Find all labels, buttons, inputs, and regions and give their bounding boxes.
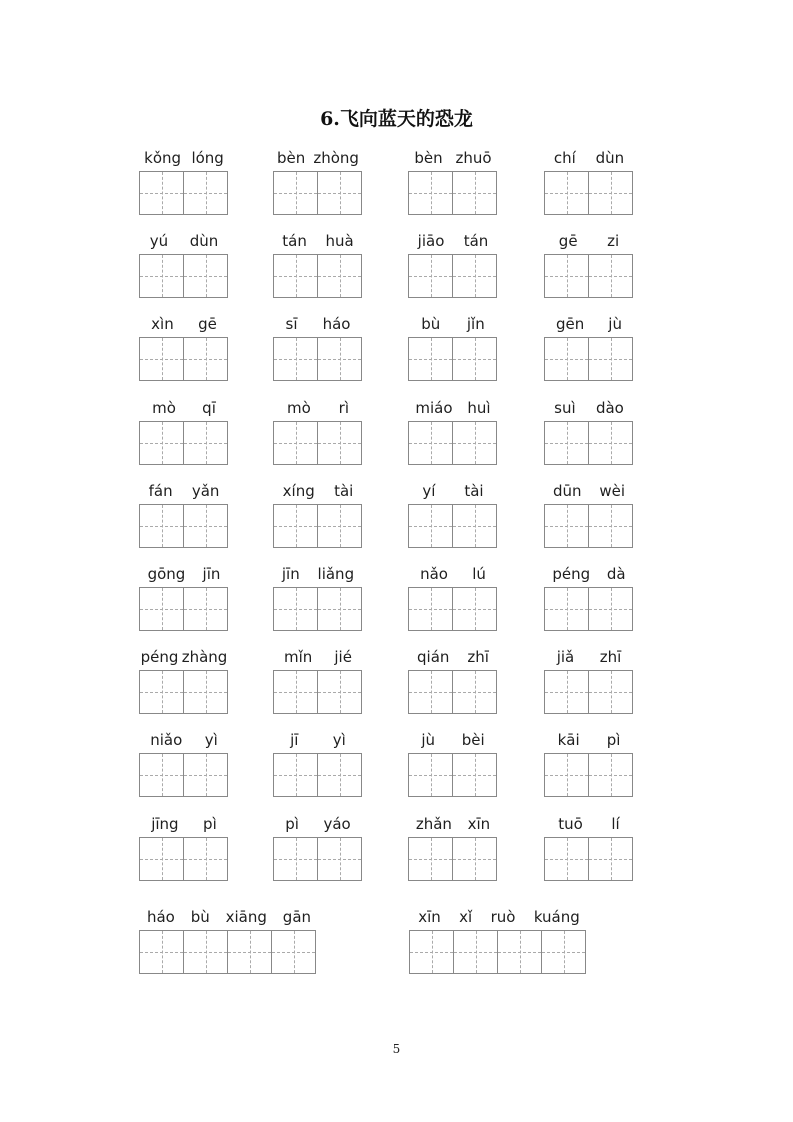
word-item (139, 648, 229, 716)
tianzige-cell[interactable] (140, 504, 184, 548)
pinyin-line (273, 149, 363, 167)
tianzige-cell[interactable] (409, 171, 453, 215)
writing-grid (408, 837, 497, 881)
writing-grid (544, 670, 633, 714)
pinyin-syllable: dùn (595, 149, 625, 167)
pinyin-syllable: wèi (599, 482, 626, 500)
word-item (273, 399, 363, 467)
pinyin-line (408, 648, 498, 666)
tianzige-cell[interactable] (498, 930, 542, 974)
tianzige-cell[interactable] (228, 930, 272, 974)
tianzige-cell[interactable] (140, 254, 184, 298)
pinyin-syllable: yǎn (191, 482, 220, 500)
pinyin-syllable: mò (286, 399, 311, 417)
pinyin-syllable: gē (198, 315, 217, 333)
tianzige-cell[interactable] (453, 504, 497, 548)
word-item (408, 149, 498, 217)
pinyin-syllable: mò (152, 399, 176, 417)
writing-grid (408, 337, 497, 381)
tianzige-cell[interactable] (140, 930, 184, 974)
tianzige-cell[interactable] (140, 670, 184, 714)
writing-grid (273, 504, 362, 548)
pinyin-syllable: tài (334, 482, 354, 500)
pinyin-line (408, 149, 498, 167)
pinyin-line (544, 232, 634, 250)
tianzige-cell[interactable] (409, 837, 453, 881)
writing-grid (139, 837, 228, 881)
tianzige-cell[interactable] (274, 171, 318, 215)
pinyin-syllable: pì (606, 731, 621, 749)
tianzige-cell[interactable] (409, 421, 453, 465)
pinyin-syllable: zhòng (313, 149, 359, 167)
tianzige-cell[interactable] (318, 753, 362, 797)
pinyin-syllable: nǎo (420, 565, 448, 583)
tianzige-cell[interactable] (140, 837, 184, 881)
pinyin-syllable: lí (611, 815, 620, 833)
tianzige-cell[interactable] (274, 254, 318, 298)
word-item (139, 232, 229, 300)
tianzige-cell[interactable] (274, 753, 318, 797)
pinyin-syllable: gēn (556, 315, 585, 333)
pinyin-syllable: sī (285, 315, 298, 333)
writing-grid (273, 421, 362, 465)
word-item (273, 482, 363, 550)
pinyin-syllable: yì (332, 731, 346, 749)
pinyin-syllable: tán (463, 232, 489, 250)
pinyin-syllable: xíng (282, 482, 315, 500)
tianzige-cell[interactable] (409, 587, 453, 631)
pinyin-syllable: péng (140, 648, 179, 666)
word-item (408, 399, 498, 467)
pinyin-line (273, 731, 363, 749)
pinyin-line (408, 232, 498, 250)
tianzige-cell[interactable] (184, 930, 228, 974)
word-item (544, 731, 634, 799)
pinyin-syllable: jǐn (466, 315, 485, 333)
tianzige-cell[interactable] (589, 337, 633, 381)
word-item (544, 565, 634, 633)
tianzige-cell[interactable] (409, 753, 453, 797)
pinyin-syllable: xīn (467, 815, 491, 833)
writing-grid (408, 421, 497, 465)
pinyin-line (544, 482, 634, 500)
writing-grid (139, 930, 316, 974)
pinyin-syllable: pì (285, 815, 299, 833)
pinyin-syllable: tuō (558, 815, 583, 833)
pinyin-line (139, 565, 229, 583)
pinyin-syllable: zi (607, 232, 620, 250)
tianzige-cell[interactable] (545, 587, 589, 631)
tianzige-cell[interactable] (545, 254, 589, 298)
writing-grid (408, 504, 497, 548)
tianzige-cell[interactable] (453, 670, 497, 714)
tianzige-cell[interactable] (589, 254, 633, 298)
writing-grid (139, 171, 228, 215)
word-item (273, 315, 363, 383)
pinyin-line (408, 399, 498, 417)
tianzige-cell[interactable] (318, 504, 362, 548)
pinyin-syllable: xīn (418, 908, 441, 926)
writing-grid (544, 587, 633, 631)
pinyin-syllable: péng (552, 565, 591, 583)
pinyin-line (139, 648, 229, 666)
writing-grid (273, 337, 362, 381)
tianzige-cell[interactable] (453, 254, 497, 298)
tianzige-cell[interactable] (453, 587, 497, 631)
word-item (544, 815, 634, 883)
pinyin-line (544, 315, 634, 333)
tianzige-cell[interactable] (318, 254, 362, 298)
pinyin-line (273, 565, 363, 583)
writing-grid (273, 254, 362, 298)
word-item (273, 648, 363, 716)
page-number: 5 (392, 1042, 401, 1056)
pinyin-syllable: ruò (490, 908, 516, 926)
writing-grid (409, 930, 586, 974)
pinyin-line (273, 648, 363, 666)
tianzige-cell[interactable] (589, 670, 633, 714)
pinyin-line (139, 908, 319, 926)
pinyin-syllable: jié (334, 648, 352, 666)
tianzige-cell[interactable] (274, 421, 318, 465)
tianzige-cell[interactable] (140, 171, 184, 215)
pinyin-syllable: fán (148, 482, 173, 500)
tianzige-cell[interactable] (409, 254, 453, 298)
pinyin-line (139, 399, 229, 417)
word-item (139, 815, 229, 883)
tianzige-cell[interactable] (184, 171, 228, 215)
writing-grid (139, 254, 228, 298)
tianzige-cell[interactable] (272, 930, 316, 974)
writing-grid (408, 587, 497, 631)
writing-grid (544, 254, 633, 298)
tianzige-cell[interactable] (409, 670, 453, 714)
writing-grid (408, 254, 497, 298)
pinyin-syllable: tài (464, 482, 484, 500)
word-item (408, 232, 498, 300)
tianzige-cell[interactable] (545, 421, 589, 465)
tianzige-cell[interactable] (454, 930, 498, 974)
word-item (273, 149, 363, 217)
writing-grid (408, 171, 497, 215)
tianzige-cell[interactable] (318, 171, 362, 215)
pinyin-line (139, 232, 229, 250)
pinyin-syllable: jīn (281, 565, 300, 583)
pinyin-syllable: jiāo (417, 232, 445, 250)
pinyin-line (273, 232, 363, 250)
word-item (408, 648, 498, 716)
tianzige-cell[interactable] (453, 171, 497, 215)
tianzige-cell[interactable] (184, 421, 228, 465)
tianzige-cell[interactable] (318, 837, 362, 881)
pinyin-syllable: háo (146, 908, 175, 926)
pinyin-syllable: jiǎ (556, 648, 575, 666)
pinyin-line (139, 315, 229, 333)
pinyin-syllable: dūn (552, 482, 582, 500)
pinyin-syllable: zhuō (455, 149, 492, 167)
pinyin-syllable: yú (149, 232, 169, 250)
word-item (139, 315, 229, 383)
writing-grid (544, 504, 633, 548)
writing-grid (139, 587, 228, 631)
tianzige-cell[interactable] (318, 421, 362, 465)
pinyin-line (544, 731, 634, 749)
pinyin-syllable: niǎo (150, 731, 183, 749)
writing-grid (139, 670, 228, 714)
word-item (139, 908, 319, 976)
tianzige-cell[interactable] (184, 587, 228, 631)
word-item (139, 565, 229, 633)
pinyin-line (544, 815, 634, 833)
tianzige-cell[interactable] (410, 930, 454, 974)
writing-grid (139, 753, 228, 797)
pinyin-syllable: qī (202, 399, 216, 417)
pinyin-syllable: gē (558, 232, 578, 250)
pinyin-syllable: zhàng (181, 648, 228, 666)
tianzige-cell[interactable] (184, 837, 228, 881)
word-item (273, 565, 363, 633)
tianzige-cell[interactable] (589, 587, 633, 631)
pinyin-syllable: rì (338, 399, 350, 417)
tianzige-cell[interactable] (184, 504, 228, 548)
tianzige-cell[interactable] (274, 670, 318, 714)
writing-grid (273, 753, 362, 797)
pinyin-syllable: háo (322, 315, 351, 333)
pinyin-syllable: jù (421, 731, 436, 749)
word-item (408, 815, 498, 883)
tianzige-cell[interactable] (184, 254, 228, 298)
tianzige-cell[interactable] (453, 337, 497, 381)
writing-grid (273, 837, 362, 881)
word-item (408, 482, 498, 550)
tianzige-cell[interactable] (545, 504, 589, 548)
pinyin-syllable: huì (467, 399, 491, 417)
pinyin-syllable: jīn (202, 565, 221, 583)
tianzige-cell[interactable] (453, 753, 497, 797)
pinyin-syllable: kuáng (533, 908, 580, 926)
pinyin-syllable: bù (190, 908, 210, 926)
pinyin-line (408, 315, 498, 333)
tianzige-cell[interactable] (589, 504, 633, 548)
word-item (544, 315, 634, 383)
pinyin-syllable: dào (595, 399, 624, 417)
writing-grid (139, 421, 228, 465)
pinyin-syllable: lóng (191, 149, 224, 167)
pinyin-syllable: xiāng (225, 908, 267, 926)
pinyin-syllable: yì (204, 731, 218, 749)
word-item (273, 731, 363, 799)
word-item (544, 149, 634, 217)
pinyin-syllable: gōng (147, 565, 186, 583)
pinyin-syllable: bèn (414, 149, 443, 167)
writing-grid (544, 421, 633, 465)
pinyin-syllable: dà (606, 565, 626, 583)
pinyin-line (139, 815, 229, 833)
writing-grid (273, 171, 362, 215)
pinyin-syllable: zhī (467, 648, 489, 666)
pinyin-syllable: huà (325, 232, 354, 250)
tianzige-cell[interactable] (545, 837, 589, 881)
tianzige-cell[interactable] (274, 337, 318, 381)
writing-grid (139, 337, 228, 381)
word-item (139, 399, 229, 467)
tianzige-cell[interactable] (542, 930, 586, 974)
tianzige-cell[interactable] (140, 421, 184, 465)
pinyin-line (139, 482, 229, 500)
pinyin-line (409, 908, 589, 926)
tianzige-cell[interactable] (589, 421, 633, 465)
tianzige-cell[interactable] (453, 421, 497, 465)
tianzige-cell[interactable] (409, 504, 453, 548)
word-item (544, 232, 634, 300)
word-item (544, 399, 634, 467)
writing-grid (544, 837, 633, 881)
writing-grid (544, 753, 633, 797)
pinyin-syllable: miáo (415, 399, 453, 417)
writing-grid (408, 670, 497, 714)
pinyin-syllable: kāi (557, 731, 580, 749)
tianzige-cell[interactable] (140, 753, 184, 797)
pinyin-syllable: pì (203, 815, 217, 833)
writing-grid (273, 587, 362, 631)
word-item (409, 908, 589, 976)
tianzige-cell[interactable] (589, 837, 633, 881)
word-item (544, 482, 634, 550)
pinyin-syllable: tán (282, 232, 307, 250)
pinyin-syllable: yáo (323, 815, 351, 833)
writing-grid (139, 504, 228, 548)
word-item (139, 731, 229, 799)
word-item (139, 149, 229, 217)
pinyin-syllable: yí (422, 482, 436, 500)
pinyin-syllable: liǎng (317, 565, 355, 583)
pinyin-syllable: kǒng (144, 149, 182, 167)
tianzige-cell[interactable] (545, 171, 589, 215)
pinyin-line (544, 399, 634, 417)
pinyin-line (408, 565, 498, 583)
tianzige-cell[interactable] (589, 753, 633, 797)
writing-grid (273, 670, 362, 714)
pinyin-line (273, 315, 363, 333)
pinyin-line (408, 482, 498, 500)
word-item (139, 482, 229, 550)
pinyin-line (139, 731, 229, 749)
tianzige-cell[interactable] (184, 337, 228, 381)
pinyin-line (139, 149, 229, 167)
word-item (408, 315, 498, 383)
pinyin-syllable: zhī (599, 648, 622, 666)
writing-grid (544, 171, 633, 215)
pinyin-line (544, 565, 634, 583)
tianzige-cell[interactable] (140, 587, 184, 631)
tianzige-cell[interactable] (318, 587, 362, 631)
tianzige-cell[interactable] (409, 337, 453, 381)
pinyin-syllable: bèn (277, 149, 306, 167)
pinyin-syllable: mǐn (284, 648, 313, 666)
tianzige-cell[interactable] (545, 753, 589, 797)
pinyin-line (273, 399, 363, 417)
pinyin-line (408, 815, 498, 833)
pinyin-syllable: zhǎn (415, 815, 452, 833)
pinyin-line (408, 731, 498, 749)
tianzige-cell[interactable] (545, 337, 589, 381)
pinyin-syllable: jù (608, 315, 622, 333)
tianzige-cell[interactable] (318, 670, 362, 714)
pinyin-line (544, 648, 634, 666)
tianzige-cell[interactable] (184, 670, 228, 714)
pinyin-syllable: xìn (151, 315, 174, 333)
tianzige-cell[interactable] (140, 337, 184, 381)
pinyin-syllable: bù (421, 315, 441, 333)
pinyin-line (273, 482, 363, 500)
tianzige-cell[interactable] (589, 171, 633, 215)
pinyin-syllable: jīng (151, 815, 179, 833)
tianzige-cell[interactable] (274, 504, 318, 548)
word-item (408, 565, 498, 633)
tianzige-cell[interactable] (545, 670, 589, 714)
pinyin-syllable: lú (472, 565, 486, 583)
pinyin-line (273, 815, 363, 833)
pinyin-syllable: jī (290, 731, 299, 749)
tianzige-cell[interactable] (453, 837, 497, 881)
pinyin-syllable: chí (553, 149, 576, 167)
word-item (544, 648, 634, 716)
word-item (273, 232, 363, 300)
pinyin-syllable: xǐ (459, 908, 473, 926)
tianzige-cell[interactable] (184, 753, 228, 797)
page-title: 6.飞向蓝天的恐龙 (320, 108, 473, 130)
pinyin-syllable: dùn (189, 232, 219, 250)
tianzige-cell[interactable] (274, 587, 318, 631)
pinyin-line (544, 149, 634, 167)
writing-grid (408, 753, 497, 797)
word-item (408, 731, 498, 799)
pinyin-syllable: gān (282, 908, 312, 926)
pinyin-syllable: qián (417, 648, 450, 666)
tianzige-cell[interactable] (274, 837, 318, 881)
pinyin-syllable: suì (554, 399, 576, 417)
word-item (273, 815, 363, 883)
pinyin-syllable: bèi (461, 731, 485, 749)
writing-grid (544, 337, 633, 381)
tianzige-cell[interactable] (318, 337, 362, 381)
